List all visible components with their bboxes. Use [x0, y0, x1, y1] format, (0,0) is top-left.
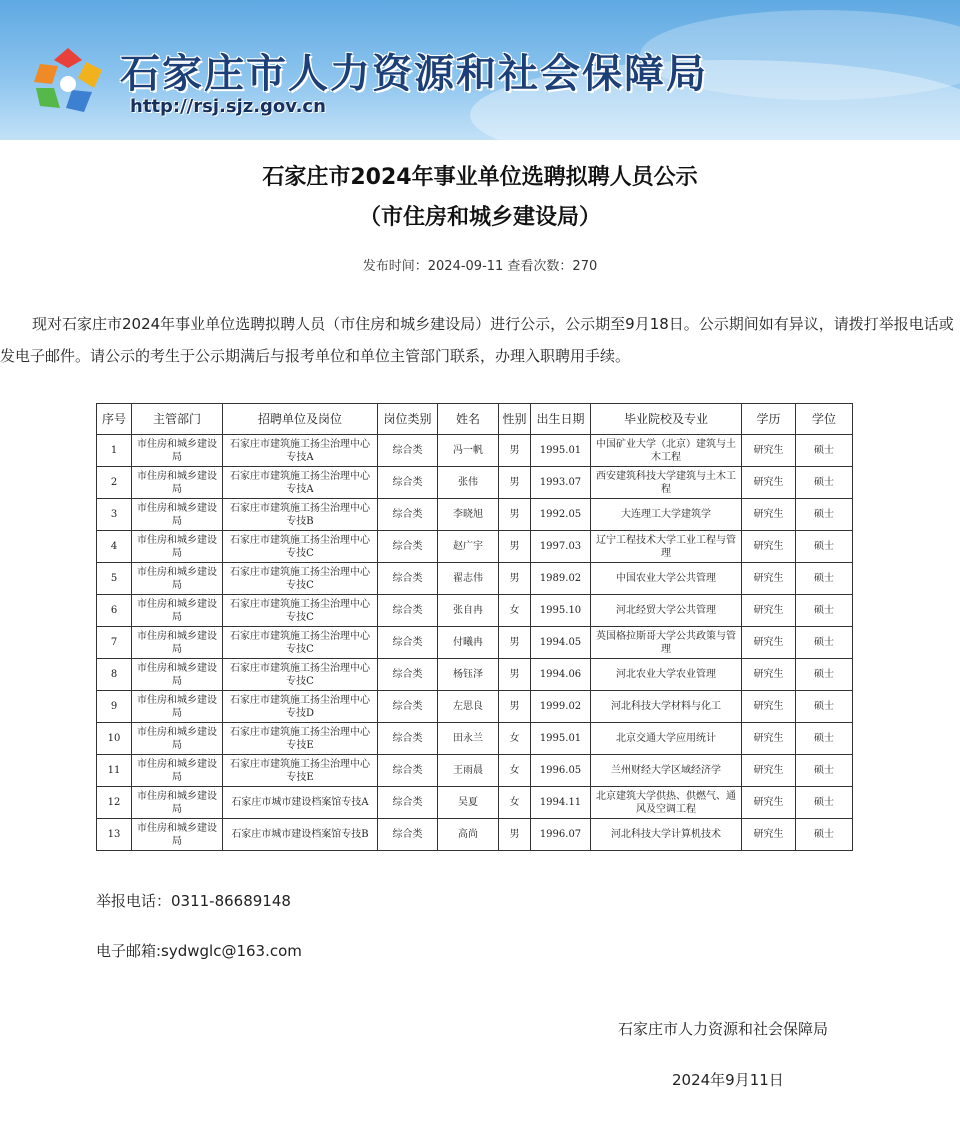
table-cell: 市住房和城乡建设局: [132, 467, 223, 499]
table-cell: 1997.03: [531, 531, 591, 563]
table-cell: 付曦冉: [438, 627, 499, 659]
table-cell: 辽宁工程技术大学工业工程与管理: [591, 531, 742, 563]
page-subtitle: （市住房和城乡建设局）: [358, 205, 601, 230]
header-cell: 招聘单位及岗位: [223, 404, 378, 435]
table-cell: 市住房和城乡建设局: [132, 819, 223, 851]
table-cell: 王雨晨: [438, 755, 499, 787]
table-cell: 综合类: [378, 819, 438, 851]
table-cell: 综合类: [378, 563, 438, 595]
table-cell: 吴夏: [438, 787, 499, 819]
table-row: [97, 467, 853, 499]
table-cell: 综合类: [378, 659, 438, 691]
table-cell: 6: [97, 595, 132, 627]
table-cell: 男: [499, 435, 531, 467]
table-cell: 男: [499, 563, 531, 595]
table-cell: 硕士: [796, 435, 853, 467]
table-cell: 9: [97, 691, 132, 723]
table-cell: 张伟: [438, 467, 499, 499]
table-cell: 研究生: [742, 627, 796, 659]
header-cell: 性别: [499, 404, 531, 435]
table-cell: 石家庄市建筑施工扬尘治理中心专技D: [223, 691, 378, 723]
table-cell: 5: [97, 563, 132, 595]
table-cell: 研究生: [742, 819, 796, 851]
table-cell: 硕士: [796, 691, 853, 723]
header-cell: 毕业院校及专业: [591, 404, 742, 435]
table-cell: 兰州财经大学区域经济学: [591, 755, 742, 787]
table-cell: 北京建筑大学供热、供燃气、通风及空调工程: [591, 787, 742, 819]
table-cell: 石家庄市建筑施工扬尘治理中心专技A: [223, 435, 378, 467]
table-cell: 男: [499, 467, 531, 499]
header-cell: 主管部门: [132, 404, 223, 435]
table-cell: 西安建筑科技大学建筑与土木工程: [591, 467, 742, 499]
table-cell: 冯一帆: [438, 435, 499, 467]
table-cell: 硕士: [796, 723, 853, 755]
table-cell: 研究生: [742, 787, 796, 819]
table-cell: 河北科技大学材料与化工: [591, 691, 742, 723]
table-cell: 石家庄市建筑施工扬尘治理中心专技B: [223, 499, 378, 531]
table-cell: 石家庄市建筑施工扬尘治理中心专技C: [223, 595, 378, 627]
table-cell: 硕士: [796, 659, 853, 691]
table-cell: 综合类: [378, 595, 438, 627]
table-cell: 张自冉: [438, 595, 499, 627]
signature-org: 石家庄市人力资源和社会保障局: [618, 1020, 829, 1038]
table-row: [97, 787, 853, 819]
table-cell: 大连理工大学建筑学: [591, 499, 742, 531]
table-cell: 英国格拉斯哥大学公共政策与管理: [591, 627, 742, 659]
table-cell: 市住房和城乡建设局: [132, 787, 223, 819]
table-cell: 1995.01: [531, 435, 591, 467]
report-phone: 举报电话：0311-86689148: [96, 892, 291, 910]
table-cell: 8: [97, 659, 132, 691]
table-row: [97, 499, 853, 531]
publish-meta: 发布时间：2024-09-11 查看次数：270: [362, 259, 598, 274]
candidate-table: [96, 403, 853, 851]
table-cell: 河北农业大学农业管理: [591, 659, 742, 691]
table-cell: 男: [499, 691, 531, 723]
table-cell: 男: [499, 627, 531, 659]
table-cell: 综合类: [378, 627, 438, 659]
table-cell: 石家庄市建筑施工扬尘治理中心专技C: [223, 659, 378, 691]
table-cell: 硕士: [796, 467, 853, 499]
table-cell: 硕士: [796, 787, 853, 819]
table-cell: 高尚: [438, 819, 499, 851]
table-row: [97, 755, 853, 787]
table-cell: 综合类: [378, 435, 438, 467]
table-row: [97, 435, 853, 467]
table-cell: 市住房和城乡建设局: [132, 659, 223, 691]
table-body: [97, 435, 853, 851]
table-cell: 石家庄市城市建设档案馆专技A: [223, 787, 378, 819]
table-cell: 硕士: [796, 563, 853, 595]
table-cell: 市住房和城乡建设局: [132, 755, 223, 787]
table-cell: 11: [97, 755, 132, 787]
table-cell: 1994.11: [531, 787, 591, 819]
table-cell: 12: [97, 787, 132, 819]
table-cell: 综合类: [378, 467, 438, 499]
table-cell: 研究生: [742, 723, 796, 755]
table-row: [97, 563, 853, 595]
table-row: [97, 691, 853, 723]
site-name: 石家庄市人力资源和社会保障局: [120, 51, 708, 97]
table-cell: 市住房和城乡建设局: [132, 595, 223, 627]
table-cell: 1: [97, 435, 132, 467]
header-cell: 岗位类别: [378, 404, 438, 435]
table-cell: 北京交通大学应用统计: [591, 723, 742, 755]
table-cell: 石家庄市建筑施工扬尘治理中心专技C: [223, 627, 378, 659]
table-cell: 中国矿业大学（北京）建筑与土木工程: [591, 435, 742, 467]
table-cell: 石家庄市城市建设档案馆专技B: [223, 819, 378, 851]
table-cell: 左思良: [438, 691, 499, 723]
table-cell: 综合类: [378, 723, 438, 755]
table-cell: 研究生: [742, 531, 796, 563]
table-cell: 1989.02: [531, 563, 591, 595]
table-cell: 综合类: [378, 499, 438, 531]
table-cell: 硕士: [796, 755, 853, 787]
header-cell: 学位: [796, 404, 853, 435]
header-cell: 学历: [742, 404, 796, 435]
table-cell: 1994.06: [531, 659, 591, 691]
table-cell: 3: [97, 499, 132, 531]
table-cell: 研究生: [742, 499, 796, 531]
table-cell: 硕士: [796, 627, 853, 659]
table-cell: 石家庄市建筑施工扬尘治理中心专技C: [223, 563, 378, 595]
table-cell: 田永兰: [438, 723, 499, 755]
table-cell: 杨钰泽: [438, 659, 499, 691]
table-cell: 石家庄市建筑施工扬尘治理中心专技E: [223, 723, 378, 755]
table-cell: 市住房和城乡建设局: [132, 563, 223, 595]
table-row: [97, 723, 853, 755]
header-cell: 出生日期: [531, 404, 591, 435]
table-cell: 男: [499, 659, 531, 691]
table-cell: 2: [97, 467, 132, 499]
table-cell: 石家庄市建筑施工扬尘治理中心专技A: [223, 467, 378, 499]
report-email[interactable]: 电子邮箱:sydwglc@163.com: [96, 942, 302, 960]
table-row: [97, 819, 853, 851]
table-cell: 研究生: [742, 691, 796, 723]
table-cell: 1996.07: [531, 819, 591, 851]
table-cell: 研究生: [742, 467, 796, 499]
table-cell: 1994.05: [531, 627, 591, 659]
table-cell: 翟志伟: [438, 563, 499, 595]
table-cell: 研究生: [742, 435, 796, 467]
table-cell: 市住房和城乡建设局: [132, 627, 223, 659]
table-cell: 1993.07: [531, 467, 591, 499]
table-cell: 硕士: [796, 819, 853, 851]
table-cell: 硕士: [796, 531, 853, 563]
table-cell: 市住房和城乡建设局: [132, 723, 223, 755]
table-cell: 男: [499, 531, 531, 563]
table-cell: 河北经贸大学公共管理: [591, 595, 742, 627]
table-cell: 综合类: [378, 755, 438, 787]
table-cell: 研究生: [742, 563, 796, 595]
table-cell: 1995.01: [531, 723, 591, 755]
table-cell: 男: [499, 819, 531, 851]
table-cell: 石家庄市建筑施工扬尘治理中心专技E: [223, 755, 378, 787]
table-cell: 男: [499, 499, 531, 531]
table-header-row: [97, 404, 853, 435]
header-cell: 序号: [97, 404, 132, 435]
table-cell: 河北科技大学计算机技术: [591, 819, 742, 851]
table-cell: 市住房和城乡建设局: [132, 691, 223, 723]
table-cell: 女: [499, 787, 531, 819]
table-cell: 4: [97, 531, 132, 563]
table-cell: 1996.05: [531, 755, 591, 787]
table-row: [97, 627, 853, 659]
table-cell: 李晓旭: [438, 499, 499, 531]
signature-date: 2024年9月11日: [672, 1071, 784, 1089]
table-cell: 女: [499, 723, 531, 755]
table-cell: 硕士: [796, 499, 853, 531]
table-cell: 10: [97, 723, 132, 755]
table-row: [97, 595, 853, 627]
table-cell: 综合类: [378, 787, 438, 819]
table-cell: 市住房和城乡建设局: [132, 435, 223, 467]
table-cell: 研究生: [742, 659, 796, 691]
header-cell: 姓名: [438, 404, 499, 435]
notice-paragraph: 现对石家庄市2024年事业单位选聘拟聘人员（市住房和城乡建设局）进行公示，公示期至9月18日。公示期间如有异议，请拨打举报电话或发电子邮件。请公示的考生于公示期满后与报考单位和单位主管部门联系，办理入职聘用手续。: [0, 315, 954, 365]
table-row: [97, 531, 853, 563]
table-cell: 研究生: [742, 595, 796, 627]
table-cell: 硕士: [796, 595, 853, 627]
table-cell: 女: [499, 595, 531, 627]
table-cell: 综合类: [378, 531, 438, 563]
table-cell: 综合类: [378, 691, 438, 723]
table-cell: 市住房和城乡建设局: [132, 499, 223, 531]
table-cell: 女: [499, 755, 531, 787]
table-cell: 1999.02: [531, 691, 591, 723]
table-cell: 1992.05: [531, 499, 591, 531]
table-cell: 13: [97, 819, 132, 851]
table-cell: 赵广宇: [438, 531, 499, 563]
table-cell: 中国农业大学公共管理: [591, 563, 742, 595]
page-title: 石家庄市2024年事业单位选聘拟聘人员公示: [262, 165, 698, 190]
site-header-banner: [0, 0, 960, 140]
site-url[interactable]: http://rsj.sjz.gov.cn: [130, 96, 326, 117]
table-cell: 研究生: [742, 755, 796, 787]
table-cell: 1995.10: [531, 595, 591, 627]
table-cell: 石家庄市建筑施工扬尘治理中心专技C: [223, 531, 378, 563]
bureau-logo-icon[interactable]: [30, 44, 106, 118]
table-row: [97, 659, 853, 691]
table-cell: 7: [97, 627, 132, 659]
table-cell: 市住房和城乡建设局: [132, 531, 223, 563]
